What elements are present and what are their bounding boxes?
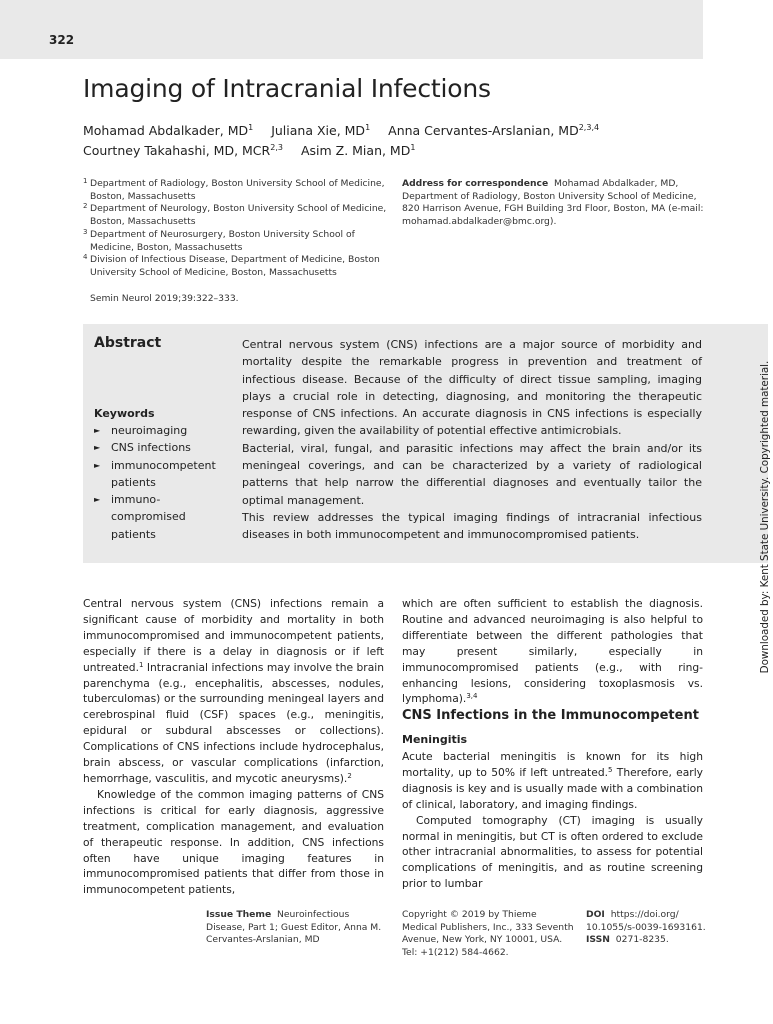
issn: ISSN 0271-8235. [586,934,669,946]
subsection-heading: Meningitis [402,733,468,746]
body-paragraph: Knowledge of the common imaging patterns of CNS infections is critical for early diagnosis, aggressive treatment, complication management, and evaluation of therapeutic response. In addition, CNS infections often have unique imaging features in immunocompromised patients that differ from those in immunocompetent patients, [83,787,384,897]
body-column-right-continued [402,749,703,892]
keyword-item: ► CNS infections [94,439,226,456]
abstract-paragraph: This review addresses the typical imaging findings of intracranial infectious diseases in both immunocompetent and immunocompromised patients. [242,510,702,542]
abstract-paragraph: Bacterial, viral, fungal, and parasitic infections may affect the brain and/or its meningeal coverings, and can be characterized by a variety of radiological patterns that help narrow the differential diagnoses and eventually tailor the optimal management. [242,441,702,507]
footer-copyright: Copyright © 2019 by Thieme Medical Publishers, Inc., 333 Seventh Avenue, New York, NY 10001, USA. Tel: +1(212) 584-4662. [402,909,574,959]
correspondence-address: Address for correspondence Mohamad Abdalkader, MD, Department of Radiology, Boston University School of Medicine, 820 Harrison Avenue, FGH Building 3rd Floor, Boston, MA (e-mail: mohamad.abdalkader@bmc.org). [402,178,704,228]
abstract-box [83,324,768,563]
arrow-bullet-icon: ► [94,426,101,435]
abstract-heading: Abstract [94,335,162,351]
body-column-right [402,596,703,707]
doi: DOI https://doi.org/ 10.1055/s-0039-1693161. [586,909,706,933]
section-heading: CNS Infections in the Immunocompetent [402,708,699,723]
arrow-bullet-icon: ► [94,460,101,470]
journal-citation: Semin Neurol 2019;39:322–333. [90,293,239,304]
abstract-paragraph: Central nervous system (CNS) infections are a major source of morbidity and mortality despite the remarkable progress in prevention and treatment of infectious disease. Because of the difficulty of direct tissue sampling, imaging plays a crucial role in detecting, diagnosing, and monitoring the therapeutic response of CNS infections. An accurate diagnosis in CNS infections is especially rewarding, given the availability of potential effective antimicrobials. [242,338,702,438]
download-notice: Downloaded by: Kent State University. Copyrighted material. [759,360,771,674]
author-list [83,121,643,161]
author: Anna Cervantes-Arslanian, MD$^{2,3,4}$ [388,123,600,138]
affiliation: 2 Department of Neurology, Boston University School of Medicine, Boston, Massachusetts [83,202,387,228]
author: Courtney Takahashi, MD, MCR$^{2,3}$ [83,143,283,158]
keywords-heading: Keywords [94,407,155,420]
affiliations [83,178,393,280]
author: Asim Z. Mian, $MD^1$ [300,143,416,158]
arrow-bullet-icon: ► [94,495,101,505]
footer-issue-theme: Issue Theme Neuroinfectious Disease, Part 1; Guest Editor, Anna M. Cervantes-Arslanian, MD [206,909,382,946]
affiliation: 4 Division of Infectious Disease, Department of Medicine, Boston University School of Medicine, Boston, Massachusetts [83,253,380,278]
body-paragraph: Central nervous system (CNS) infections remain a significant cause of morbidity and mortality in both immunocompromised and immunocompetent patients, especially if there is a delay in diagnosis or if left untreated.$^1$ Intracranial infections may involve the brain parenchyma (e.g., encephalitis, abscesses, nodules, tuberculomas) or the surrounding meningeal layers and cerebrospinal fluid (CSF) spaces (e.g., meningitis, epidural or subdural abscesses or collections). Complications of CNS infections include hydrocephalus, brain abscess, or vascular complications (infarction, hemorrhage, vasculitis, and mycotic aneurysms).$^2$ [83,597,384,785]
keywords-list [94,422,226,543]
affiliation: 1 Department of Radiology, Boston University School of Medicine, Boston, Massachusetts [83,177,385,202]
article-title: Imaging of Intracranial Infections [83,74,491,103]
body-paragraph: which are often sufficient to establish the diagnosis. Routine and advanced neuroimaging is also helpful to differentiate between the different pathologies that may present similarly, especially in immunocompromised patients (e.g., with ring-enhancing lesions, considering toxoplasmosis vs. lymphoma).$^{3,4}$ [402,597,703,706]
header-band [0,0,703,59]
author: Juliana Xie, $MD^1$ [271,123,371,138]
footer-doi-issn [586,909,716,947]
abstract-text [242,336,702,544]
body-column-left [83,596,384,898]
affiliation: 3 Department of Neurosurgery, Boston University School of Medicine, Boston, Massachusetts [83,227,355,253]
keyword-item: ► immuno-compromised patients [94,493,186,541]
page-number: 322 [49,33,75,47]
keyword-item: ► immunocompetent patients [94,458,216,489]
body-paragraph: Acute bacterial meningitis is known for its high mortality, up to 50% if left untreated.$^5$ Therefore, early diagnosis is key and is usually made with a combination of clinical, laboratory, and imaging findings. [402,750,703,811]
keyword-item: ► neuroimaging [94,422,226,439]
body-paragraph: Computed tomography (CT) imaging is usually normal in meningitis, but CT is often ordered to exclude other intracranial abnormalities, to assess for potential complications of meningitis, and as routine screening prior to lumbar [402,813,703,891]
author: Mohamad Abdalkader, $MD^1$ [83,123,254,138]
arrow-bullet-icon: ► [94,443,101,453]
